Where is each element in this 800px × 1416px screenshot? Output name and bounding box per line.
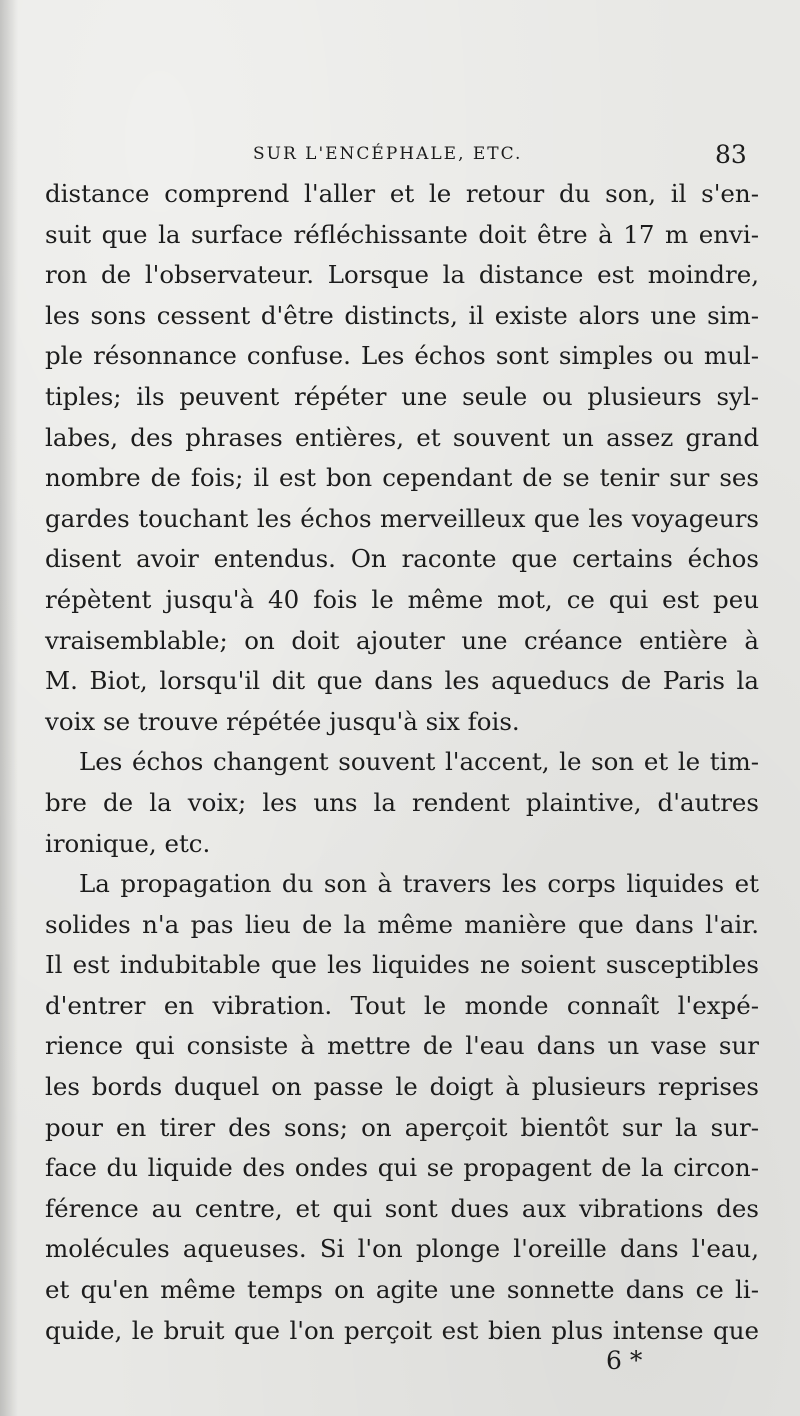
text-line: ron de l'observateur. Lorsque la distance est moindre, <box>45 260 759 290</box>
text-line: ple résonnance confuse. Les échos sont simples ou mul- <box>45 341 759 371</box>
text-line: d'entrer en vibration. Tout le monde connaît l'expé- <box>45 990 759 1020</box>
text-line: nombre de fois; il est bon cependant de se tenir sur ses <box>45 463 759 493</box>
text-line: Il est indubitable que les liquides ne soient susceptibles <box>45 950 759 980</box>
text-line: les bords duquel on passe le doigt à plusieurs reprises <box>45 1072 759 1102</box>
text-line: labes, des phrases entières, et souvent un assez grand <box>45 422 759 452</box>
body-text <box>45 174 759 1351</box>
text-line: suit que la surface réfléchissante doit être à 17 m envi- <box>45 219 759 249</box>
text-line: pour en tirer des sons; on aperçoit bientôt sur la sur- <box>45 1112 759 1142</box>
text-line: Les échos changent souvent l'accent, le son et le tim- <box>79 747 759 777</box>
text-line: voix se trouve répétée jusqu'à six fois. <box>45 706 520 736</box>
page-number: 83 <box>715 140 747 169</box>
signature-mark: 6 * <box>606 1346 643 1375</box>
page-header <box>0 140 800 170</box>
text-line: répètent jusqu'à 40 fois le même mot, ce qui est peu <box>45 584 759 614</box>
text-line: disent avoir entendus. On raconte que certains échos <box>45 544 759 574</box>
text-line: distance comprend l'aller et le retour du son, il s'en- <box>45 179 759 208</box>
text-line: face du liquide des ondes qui se propagent de la circon- <box>45 1153 759 1183</box>
text-line: quide, le bruit que l'on perçoit est bien plus intense que <box>45 1315 759 1345</box>
text-line: férence au centre, et qui sont dues aux vibrations des <box>45 1193 759 1223</box>
text-line: rience qui consiste à mettre de l'eau dans un vase sur <box>45 1031 759 1061</box>
binding-shadow <box>0 0 18 1416</box>
text-line: gardes touchant les échos merveilleux que les voyageurs <box>45 503 759 533</box>
text-line: La propagation du son à travers les corps liquides et <box>79 869 759 899</box>
text-line: M. Biot, lorsqu'il dit que dans les aqueducs de Paris la <box>45 666 759 696</box>
text-line: les sons cessent d'être distincts, il existe alors une sim- <box>45 300 759 330</box>
text-line: vraisemblable; on doit ajouter une créance entière à <box>45 625 759 655</box>
text-line: et qu'en même temps on agite une sonnette dans ce li- <box>45 1275 759 1305</box>
text-line: bre de la voix; les uns la rendent plaintive, d'autres <box>45 787 759 817</box>
text-line: tiples; ils peuvent répéter une seule ou plusieurs syl- <box>45 381 759 411</box>
running-title: SUR L'ENCÉPHALE, ETC. <box>253 144 523 164</box>
text-line: solides n'a pas lieu de la même manière que dans l'air. <box>45 909 759 939</box>
text-line: ironique, etc. <box>45 828 211 858</box>
text-line: molécules aqueuses. Si l'on plonge l'oreille dans l'eau, <box>45 1234 759 1264</box>
